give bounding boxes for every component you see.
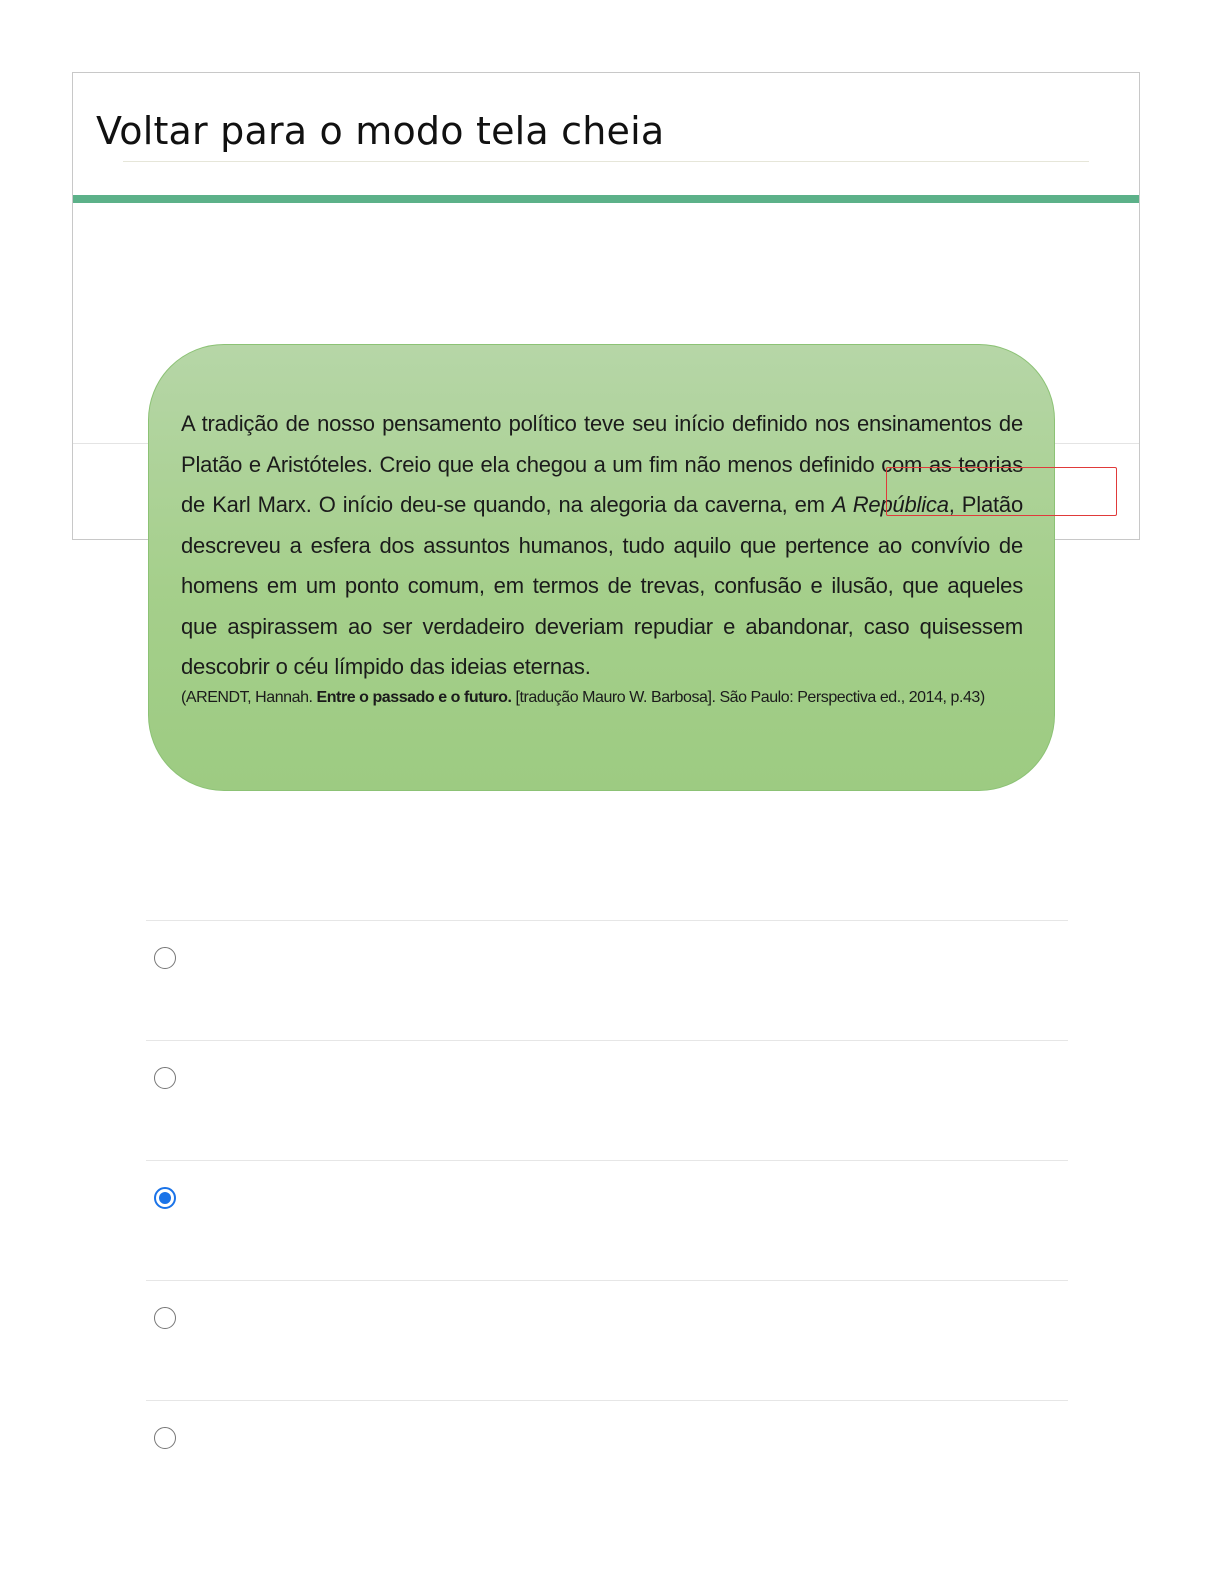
quote-box xyxy=(148,344,1055,791)
radio-button-2[interactable] xyxy=(154,1067,176,1089)
quote-text-part1: A tradição de nosso pensamento político teve seu início definido nos ensinamentos de Platão e Aristóteles. Creio que ela chegou a um fim não menos definido com as teorias de Karl Marx. O início deu-se quando, na alegoria da caverna, em xyxy=(181,411,1023,517)
citation-suffix: [tradução Mauro W. Barbosa]. São Paulo: Perspectiva ed., 2014, p.43) xyxy=(511,689,985,706)
radio-button-1[interactable] xyxy=(154,947,176,969)
answer-option-4[interactable] xyxy=(146,1280,1068,1400)
quote-book-title: A República xyxy=(831,492,949,517)
radio-button-5[interactable] xyxy=(154,1427,176,1449)
radio-button-4[interactable] xyxy=(154,1307,176,1329)
quote-text xyxy=(181,404,1023,688)
answer-option-2[interactable] xyxy=(146,1040,1068,1160)
accent-bar xyxy=(73,195,1139,203)
answer-options xyxy=(146,920,1068,1520)
citation-prefix: (ARENDT, Hannah. xyxy=(181,689,317,706)
answer-option-3[interactable] xyxy=(146,1160,1068,1280)
quote-text-part2: , Platão descreveu a esfera dos assuntos humanos, tudo aquilo que pertence ao convívio de homens em um ponto comum, em termos de trevas, confusão e ilusão, que aqueles que aspirassem ao ser verdadeiro deveriam repudiar e abandonar, caso quisessem descobrir o céu límpido das ideias eternas. xyxy=(181,492,1023,679)
answer-option-1[interactable] xyxy=(146,920,1068,1040)
fullscreen-link[interactable]: Voltar para o modo tela cheia xyxy=(96,109,665,153)
citation-title: Entre o passado e o futuro. xyxy=(316,689,512,706)
title-underline xyxy=(123,161,1089,162)
answer-option-5[interactable] xyxy=(146,1400,1068,1520)
highlight-box xyxy=(886,467,1117,516)
quote-citation xyxy=(181,688,1041,708)
radio-button-3-selected[interactable] xyxy=(154,1187,176,1209)
